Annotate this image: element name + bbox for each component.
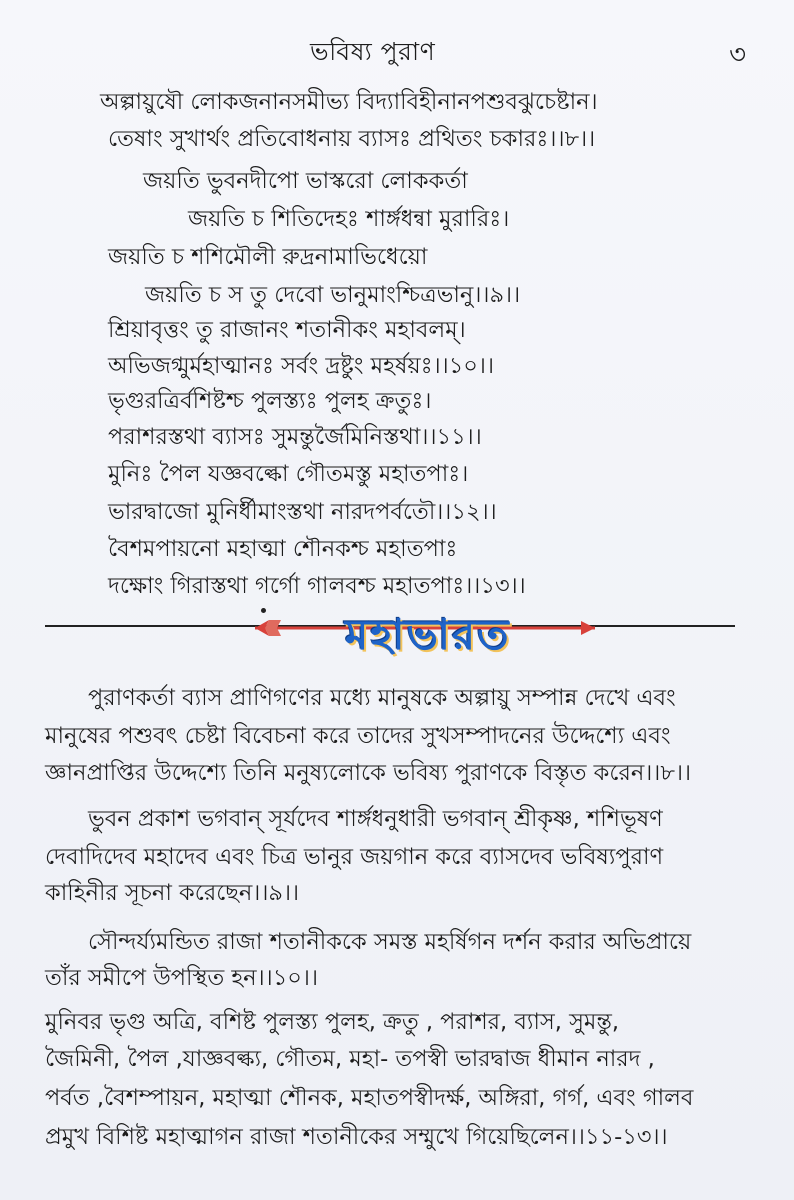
verse-line: শ্রিয়াবৃত্তং তু রাজানং শতানীকং মহাবলম্। xyxy=(108,317,466,343)
verse-line: মুনিঃ পৈল যজ্ঞবল্কো গৌতমস্তু মহাতপাঃ। xyxy=(108,461,469,487)
commentary-line: তাঁর সমীপে উপস্থিত হন।।১০।। xyxy=(45,965,319,991)
running-title: ভবিষ্য পুরাণ xyxy=(310,37,436,66)
commentary-line: কাহিনীর সূচনা করেছেন।।৯।। xyxy=(45,880,300,906)
verse-line: অভিজগ্মুর্মহাত্মানঃ সর্বং দ্রষ্টুং মহর্ষয়ঃ।।১০।। xyxy=(108,353,495,379)
verse-line: ভৃগুরত্রির্বশিষ্টশ্চ পুলস্ত্যঃ পুলহ ক্রতুঃ। xyxy=(108,388,432,414)
commentary-line: মুনিবর ভৃগু অত্রি, বশিষ্ট পুলস্ত্য পুলহ, ক্রতু , পরাশর, ব্যাস, সুমন্তু, xyxy=(45,1009,620,1035)
commentary-line: সৌন্দর্য্যমন্ডিত রাজা শতানীককে সমস্ত মহর্ষিগন দর্শন করার অভিপ্রায়ে xyxy=(88,929,692,955)
mahabharat-watermark-logo xyxy=(245,602,605,662)
commentary-line: ভুবন প্রকাশ ভগবান্ সূর্যদেব শার্ঙ্গধনুধারী ভগবান্ শ্রীকৃষ্ণ, শশিভূষণ xyxy=(88,806,663,832)
verse-line: অল্পায়ুষৌ লোকজনানসমীভ্য বিদ্যাবিহীনানপশুবঝুচেষ্টান। xyxy=(100,89,598,115)
commentary-line: জ্ঞানপ্রাপ্তির উদ্দেশ্যে তিনি মনুষ্যলোকে ভবিষ্য পুরাণকে বিস্তৃত করেন।।৮।। xyxy=(45,760,692,786)
commentary-line: পুরাণকর্তা ব্যাস প্রাণিগণের মধ্যে মানুষকে অল্পায়ু সম্পান্ন দেখে এবং xyxy=(88,685,676,711)
commentary-line: দেবাদিদেব মহাদেব এবং চিত্র ভানুর জয়গান করে ব্যাসদেব ভবিষ্যপুরাণ xyxy=(45,844,664,870)
verse-line: তেষাং সুখার্থং প্রতিবোধনায় ব্যাসঃ প্রথিতং চকারঃ।।৮।। xyxy=(108,126,596,152)
commentary-line: মানুষের পশুবৎ চেষ্টা বিবেচনা করে তাদের সুখসম্পাদনের উদ্দেশ্যে এবং xyxy=(45,723,671,749)
page-number: ৩ xyxy=(729,40,746,70)
commentary-line: প্রমুখ বিশিষ্ট মহাত্মাগন রাজা শতানীকের সম্মুখে গিয়েছিলেন।।১১-১৩।। xyxy=(45,1124,668,1150)
verse-line: বৈশমপায়নো মহাত্মা শৌনকশ্চ মহাতপাঃ xyxy=(108,536,458,562)
commentary-line: জৈমিনী, পৈল ,যাজ্ঞবল্ক্য, গৌতম, মহা- তপস্বী ভারদ্বাজ ধীমান নারদ , xyxy=(45,1046,655,1072)
verse-line: জয়তি চ শশিমৌলী রুদ্রনামাভিধেয়ো xyxy=(108,244,428,270)
section-divider xyxy=(45,612,735,662)
verse-line: ভারদ্বাজো মুনির্ধীমাংস্তথা নারদপর্বতৌ।।১২।। xyxy=(108,499,497,525)
commentary-line: পর্বত ,বৈশম্পায়ন, মহাত্মা শৌনক, মহাতপস্বীদর্ক্ষ, অঙ্গিরা, গর্গ, এবং গালব xyxy=(45,1085,694,1111)
verse-line: জয়তি চ স তু দেবো ভানুমাংশ্চিত্রভানু।।৯।। xyxy=(145,282,521,308)
verse-line: পরাশরস্তথা ব্যাসঃ সুমন্তুর্জৈমিনিস্তথা।।১১।। xyxy=(108,424,482,450)
logo-text: মহাভারত xyxy=(345,610,511,659)
verse-line: জয়তি চ শিতিদেহঃ শার্ঙ্গধন্বা মুরারিঃ। xyxy=(188,206,510,232)
verse-line: জয়তি ভুবনদীপো ভাস্করো লোককর্তা xyxy=(143,168,468,194)
page-header xyxy=(0,32,794,72)
verse-line: দক্ষোং গিরাস্তথা গর্গো গালবশ্চ মহাতপাঃ।।১৩।। xyxy=(108,573,526,599)
